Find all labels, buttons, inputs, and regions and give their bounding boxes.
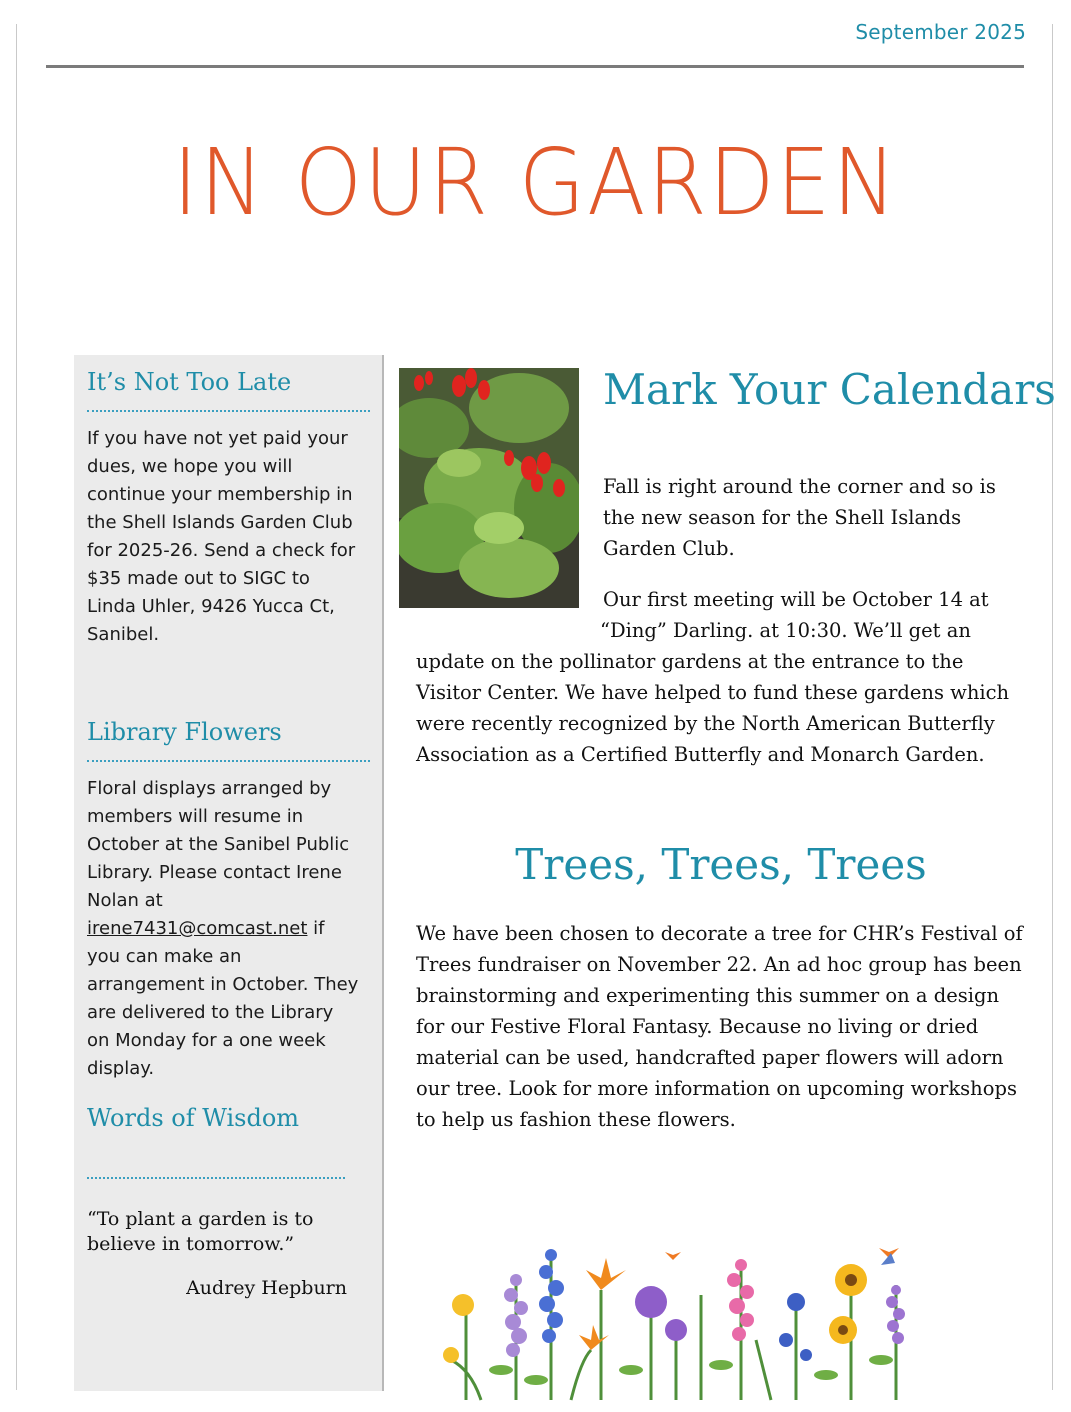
- quote-text: “To plant a garden is to believe in tomorrow.”: [87, 1208, 314, 1255]
- library-text-start: Floral displays arranged by members will resume in October at the Sanibel Public Library. Please contact Irene Nolan at: [87, 778, 350, 911]
- dotted-divider: [87, 760, 370, 762]
- page-edge-left: [16, 24, 17, 1390]
- trees-paragraph: We have been chosen to decorate a tree for CHR’s Festival of Trees fundraiser on November 22. An ad hoc group has been brainstorming and experimenting this summer on a design for our Festive Floral Fantasy. Because no living or dried material can be used, handcrafted paper flowers will adorn our tree. Look for more information on upcoming workshops to help us fashion these flowers.: [416, 922, 1023, 1131]
- issue-date: September 2025: [855, 20, 1026, 44]
- quote-author: Audrey Hepburn: [186, 1277, 347, 1299]
- header-rule: [46, 65, 1024, 68]
- sidebar: [74, 355, 384, 1391]
- page-edge-right: [1052, 24, 1053, 1390]
- calendar-heading: Mark Your Calendars: [603, 365, 1056, 414]
- sidebar-heading-wisdom: Words of Wisdom: [87, 1104, 300, 1132]
- library-text: [87, 775, 359, 1083]
- calendar-paragraph-2-rest: update on the pollinator gardens at the entrance to the Visitor Center. We have helped to fund these gardens which were recently recognized by the North American Butterfly Association as a Certified Butterfly and Monarch Garden.: [416, 650, 1010, 766]
- email-link[interactable]: irene7431@comcast.net: [87, 918, 308, 939]
- calendar-paragraph-1: Fall is right around the corner and so is the new season for the Shell Islands Garden Club.: [603, 475, 996, 560]
- calendar-paragraph-2-line-1: Our first meeting will be October 14 at: [603, 588, 989, 611]
- dotted-divider: [87, 410, 370, 412]
- dues-text: If you have not yet paid your dues, we hope you will continue your membership in the Shell Islands Garden Club for 2025-26. Send a check for $35 made out to SIGC to Linda Uhler, 9426 Yucca Ct, Sanibel.: [87, 428, 356, 645]
- trees-heading: Trees, Trees, Trees: [515, 840, 927, 889]
- sidebar-heading-dues: It’s Not Too Late: [87, 368, 292, 396]
- calendar-paragraph-2-line-2: “Ding” Darling. at 10:30. We’ll get an: [600, 619, 971, 642]
- newsletter-title: IN OUR GARDEN: [172, 129, 899, 236]
- dotted-divider: [87, 1177, 345, 1179]
- sidebar-heading-library: Library Flowers: [87, 718, 282, 746]
- wildflower-illustration: [441, 1240, 911, 1402]
- library-text-end: if you can make an arrangement in October. They are delivered to the Library on Monday for a one week display.: [87, 918, 359, 1079]
- salvia-photo: [399, 368, 579, 608]
